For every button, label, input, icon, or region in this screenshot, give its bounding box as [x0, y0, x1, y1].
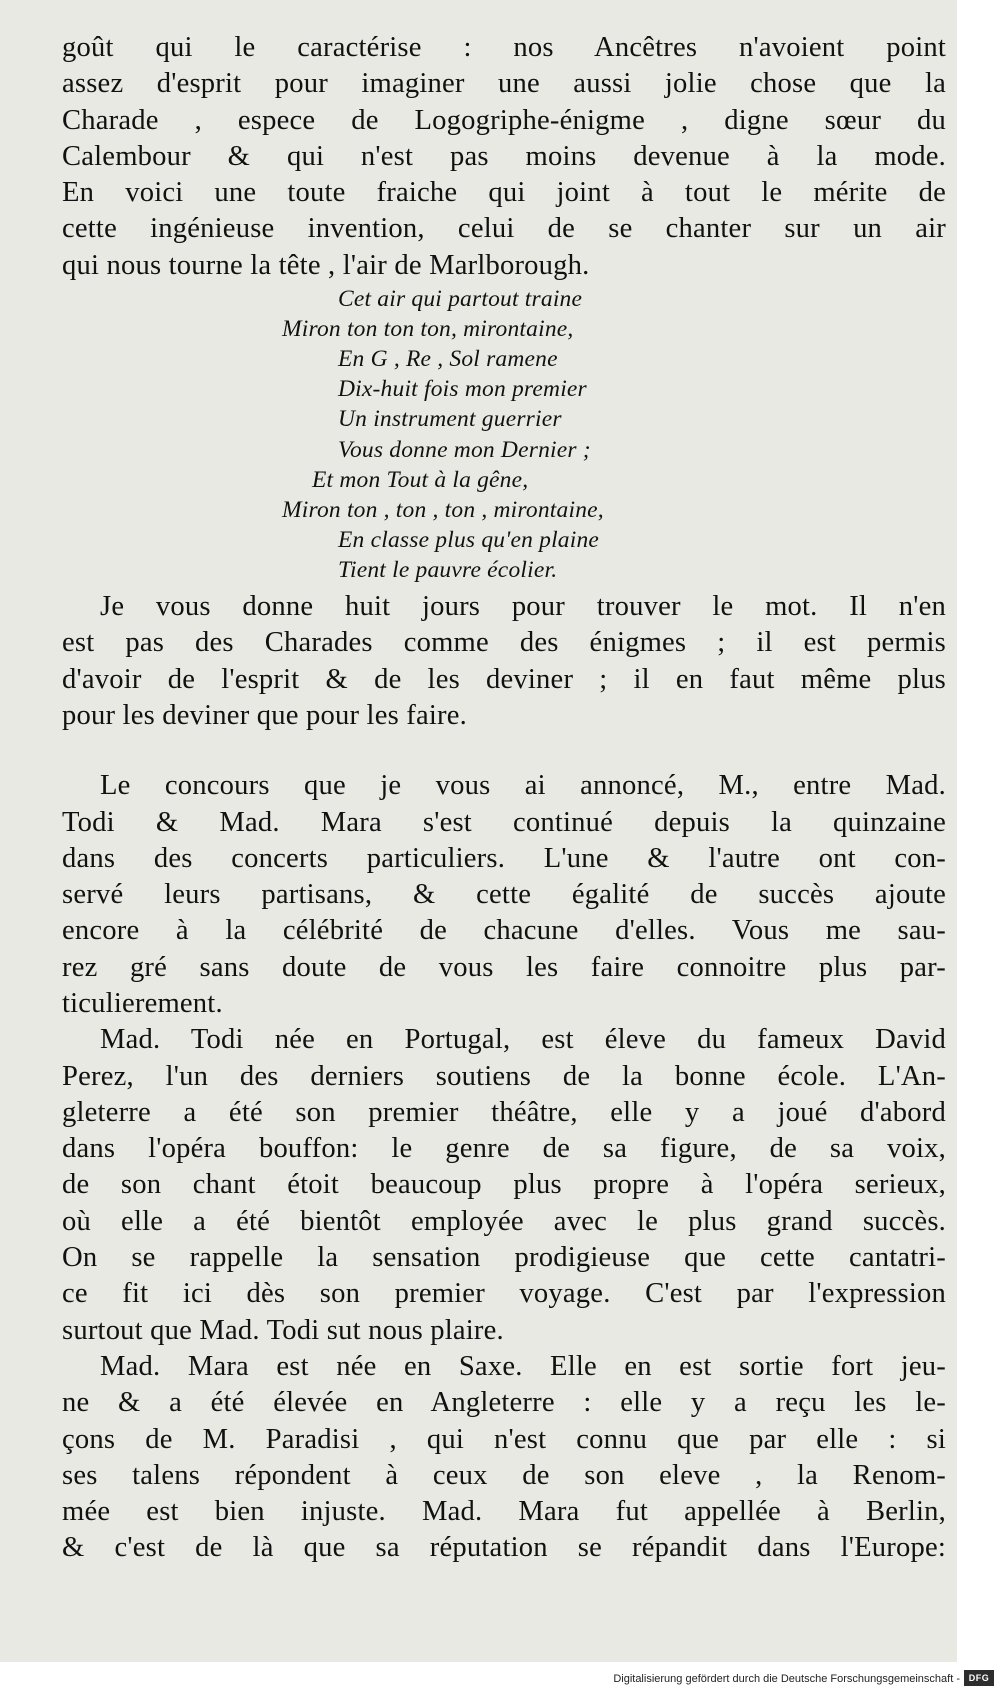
text-line: Perez, l'un des derniers soutiens de la bonne école. L'An- — [62, 1060, 946, 1092]
text-line: Je vous donne huit jours pour trouver le mot. Il n'en — [100, 591, 946, 623]
dfg-logo: DFG — [964, 1670, 994, 1686]
text-line: d'avoir de l'esprit & de les deviner ; il en faut même plus — [62, 663, 946, 695]
paragraph-charade-intro — [62, 30, 946, 284]
text-line: mée est bien injuste. Mad. Mara fut appellée à Berlin, — [62, 1496, 946, 1528]
paragraph-concours — [62, 768, 946, 1022]
text-line: Mad. Todi née en Portugal, est éleve du fameux David — [100, 1024, 946, 1056]
text-line: assez d'esprit pour imaginer une aussi jolie chose que la — [62, 68, 946, 100]
text-line: gleterre a été son premier théâtre, elle y a joué d'abord — [62, 1096, 946, 1128]
verse-line: Et mon Tout à la gêne, — [312, 466, 529, 493]
verse-line: Cet air qui partout traine — [338, 286, 583, 313]
text-line: dans l'opéra bouffon: le genre de sa figure, de sa voix, — [62, 1133, 946, 1165]
verse-line: En classe plus qu'en plaine — [338, 526, 600, 553]
text-line: de son chant étoit beaucoup plus propre à l'opéra serieux, — [62, 1169, 946, 1201]
text-line: En voici une toute fraiche qui joint à tout le mérite de — [62, 177, 946, 209]
text-line: ticulierement. — [62, 987, 223, 1019]
text-line: Charade , espece de Logogriphe-énigme , digne sœur du — [62, 104, 946, 136]
text-line: rez gré sans doute de vous les faire connoitre plus par- — [62, 951, 946, 983]
verse-line: Dix-huit fois mon premier — [338, 376, 587, 403]
paragraph-charade-challenge — [62, 589, 946, 734]
paragraph-todi — [62, 1022, 946, 1349]
text-line: ne & a été élevée en Angleterre : elle y a reçu les le- — [62, 1387, 946, 1419]
text-line: dans des concerts particuliers. L'une & l'autre ont con- — [62, 842, 946, 874]
text-line: Mad. Mara est née en Saxe. Elle en est sortie fort jeu- — [100, 1350, 946, 1382]
text-line: ce fit ici dès son premier voyage. C'est par l'expression — [62, 1278, 946, 1310]
text-line: où elle a été bientôt employée avec le plus grand succès. — [62, 1205, 946, 1237]
text-line: pour les deviner que pour les faire. — [62, 699, 467, 731]
paragraph-mara — [62, 1349, 946, 1567]
page-text — [62, 30, 946, 1567]
digitization-credit: Digitalisierung gefördert durch die Deutsche Forschungsgemeinschaft - — [613, 1673, 960, 1685]
text-line: On se rappelle la sensation prodigieuse que cette cantatri- — [62, 1242, 946, 1274]
verse-line: Miron ton , ton , ton , mirontaine, — [282, 496, 604, 523]
text-line: qui nous tourne la tête , l'air de Marlborough. — [62, 249, 590, 281]
text-line: surtout que Mad. Todi sut nous plaire. — [62, 1314, 504, 1346]
text-line: cette ingénieuse invention, celui de se chanter sur un air — [62, 213, 946, 245]
text-line: goût qui le caractérise : nos Ancêtres n'avoient point — [62, 32, 946, 63]
text-line: & c'est de là que sa réputation se répandit dans l'Europe: — [62, 1532, 946, 1564]
verse-line: Un instrument guerrier — [338, 406, 562, 433]
text-line: ses talens répondent à ceux de son eleve , la Renom- — [62, 1459, 946, 1491]
verse-line: Vous donne mon Dernier ; — [338, 436, 591, 463]
text-line: Le concours que je vous ai annoncé, M., entre Mad. — [100, 770, 946, 802]
verse-line: Miron ton ton ton, mirontaine, — [282, 316, 574, 343]
verse-line: Tient le pauvre écolier. — [338, 556, 558, 583]
text-line: Calembour & qui n'est pas moins devenue à la mode. — [62, 140, 946, 172]
text-line: encore à la célébrité de chacune d'elles. Vous me sau- — [62, 915, 946, 947]
text-line: servé leurs partisans, & cette égalité de succès ajoute — [62, 879, 946, 911]
verse-line: En G , Re , Sol ramene — [338, 346, 558, 373]
text-line: Todi & Mad. Mara s'est continué depuis la quinzaine — [62, 806, 946, 838]
text-line: çons de M. Paradisi , qui n'est connu que par elle : si — [62, 1423, 946, 1455]
text-line: est pas des Charades comme des énigmes ; il est permis — [62, 627, 946, 659]
charade-verse — [62, 284, 946, 585]
